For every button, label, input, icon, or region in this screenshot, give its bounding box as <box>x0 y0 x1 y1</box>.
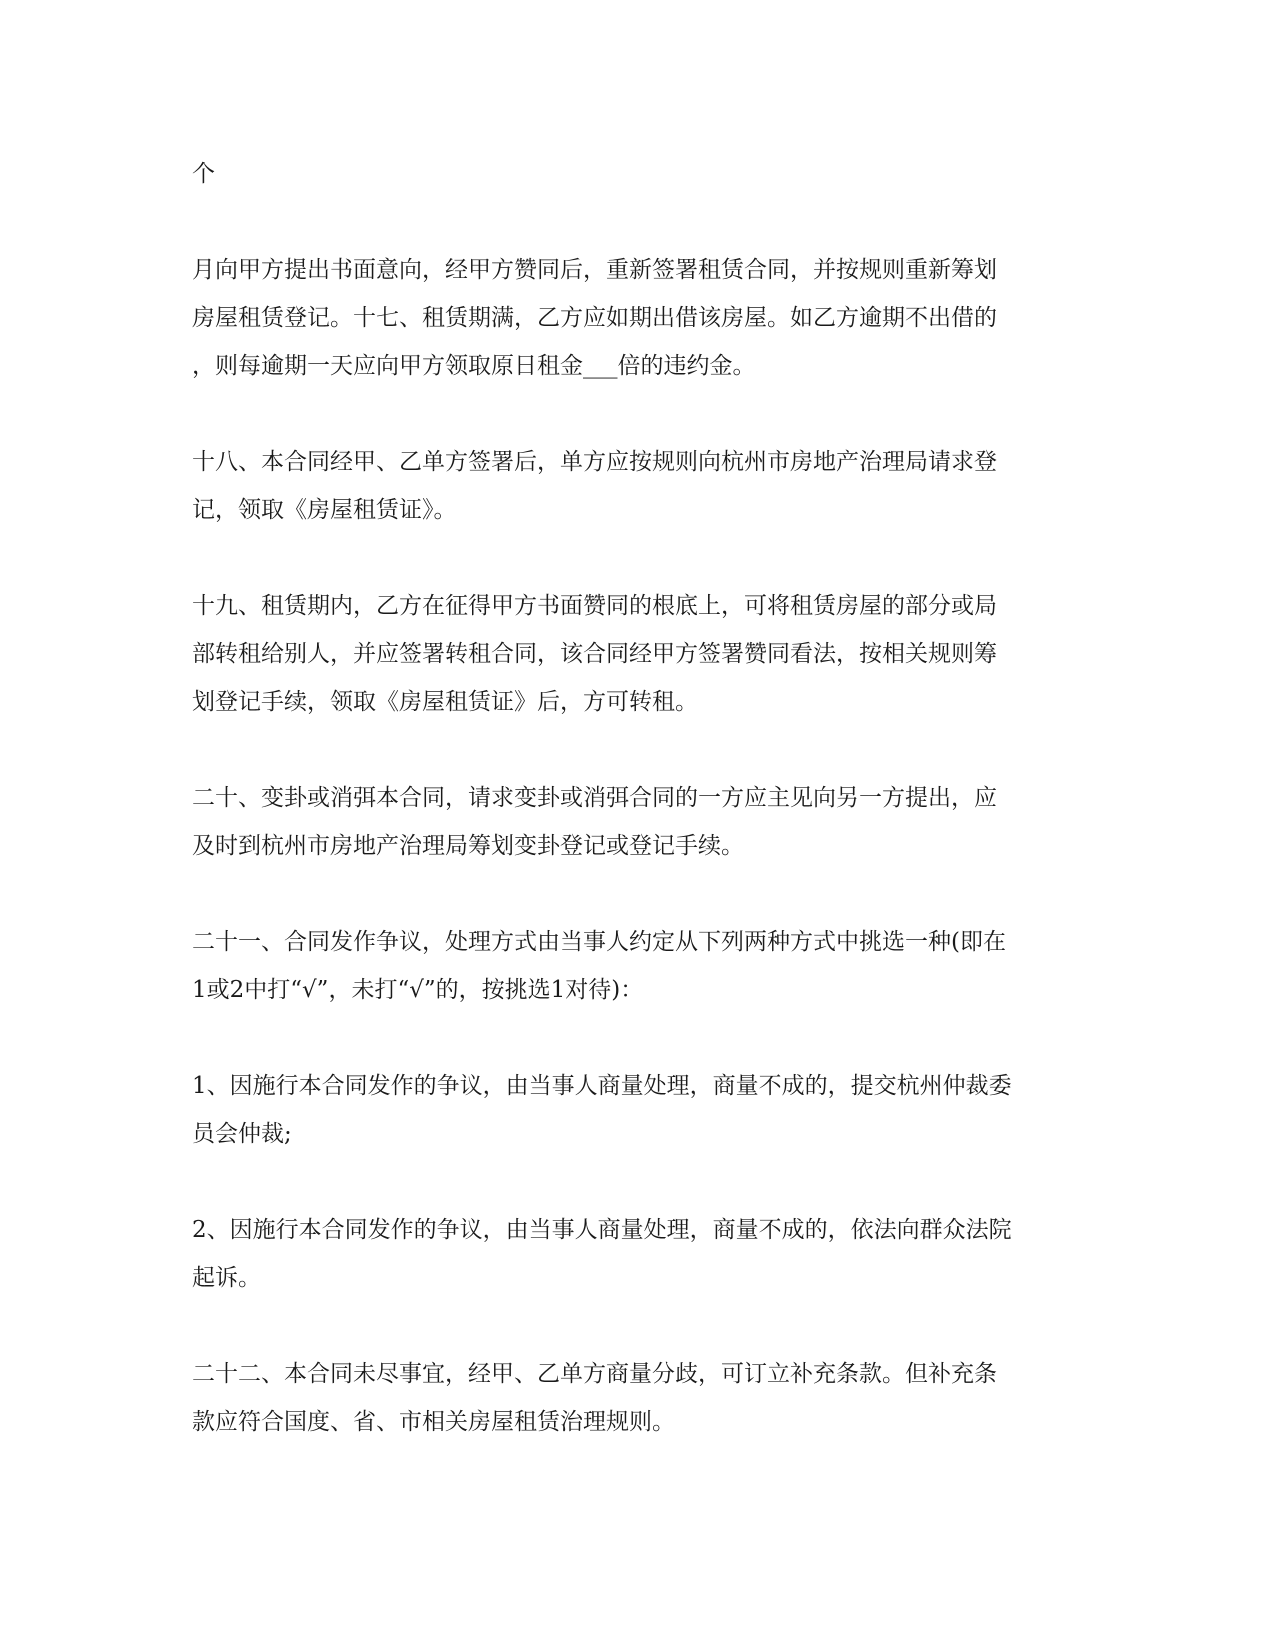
paragraph-clause-21 <box>192 918 1082 1014</box>
text-line: 起诉。 <box>192 1265 261 1291</box>
text-line: 二十一、合同发作争议，处理方式由当事人约定从下列两种方式中挑选一种(即在 <box>192 929 1006 955</box>
text-line: 十八、本合同经甲、乙单方签署后，单方应按规则向杭州市房地产治理局请求登 <box>192 449 997 475</box>
text-line: 1或2中打“√”，未打“√”的，按挑选1对待)： <box>192 977 644 1003</box>
text-line: 划登记手续，领取《房屋租赁证》后，方可转租。 <box>192 689 698 715</box>
paragraph-continuation-fragment <box>192 150 1082 198</box>
paragraph-clause-20 <box>192 774 1082 870</box>
paragraph-clause-18 <box>192 438 1082 534</box>
text-line: 及时到杭州市房地产治理局筹划变卦登记或登记手续。 <box>192 833 744 859</box>
text-line: 员会仲裁; <box>192 1121 292 1147</box>
text-line: ，则每逾期一天应向甲方领取原日租金___倍的违约金。 <box>192 353 756 379</box>
paragraph-clause-19 <box>192 582 1082 726</box>
text-line: 款应符合国度、省、市相关房屋租赁治理规则。 <box>192 1409 675 1435</box>
paragraph-option-1 <box>192 1062 1082 1158</box>
paragraph-clause-22 <box>192 1350 1082 1446</box>
text-line: 月向甲方提出书面意向，经甲方赞同后，重新签署租赁合同，并按规则重新筹划 <box>192 257 997 283</box>
text-line: 记，领取《房屋租赁证》。 <box>192 497 457 523</box>
text-line: 2、因施行本合同发作的争议，由当事人商量处理，商量不成的，依法向群众法院 <box>192 1217 1012 1243</box>
text-line: 二十、变卦或消弭本合同，请求变卦或消弭合同的一方应主见向另一方提出，应 <box>192 785 997 811</box>
text-line: 个 <box>192 161 215 187</box>
text-line: 十九、租赁期内，乙方在征得甲方书面赞同的根底上，可将租赁房屋的部分或局 <box>192 593 997 619</box>
paragraph-option-2 <box>192 1206 1082 1302</box>
text-line: 房屋租赁登记。十七、租赁期满，乙方应如期出借该房屋。如乙方逾期不出借的 <box>192 305 997 331</box>
text-line: 1、因施行本合同发作的争议，由当事人商量处理，商量不成的，提交杭州仲裁委 <box>192 1073 1012 1099</box>
document-body <box>192 150 1082 1494</box>
paragraph-clause-17 <box>192 246 1082 390</box>
text-line: 部转租给别人，并应签署转租合同，该合同经甲方签署赞同看法，按相关规则筹 <box>192 641 997 667</box>
text-line: 二十二、本合同未尽事宜，经甲、乙单方商量分歧，可订立补充条款。但补充条 <box>192 1361 997 1387</box>
